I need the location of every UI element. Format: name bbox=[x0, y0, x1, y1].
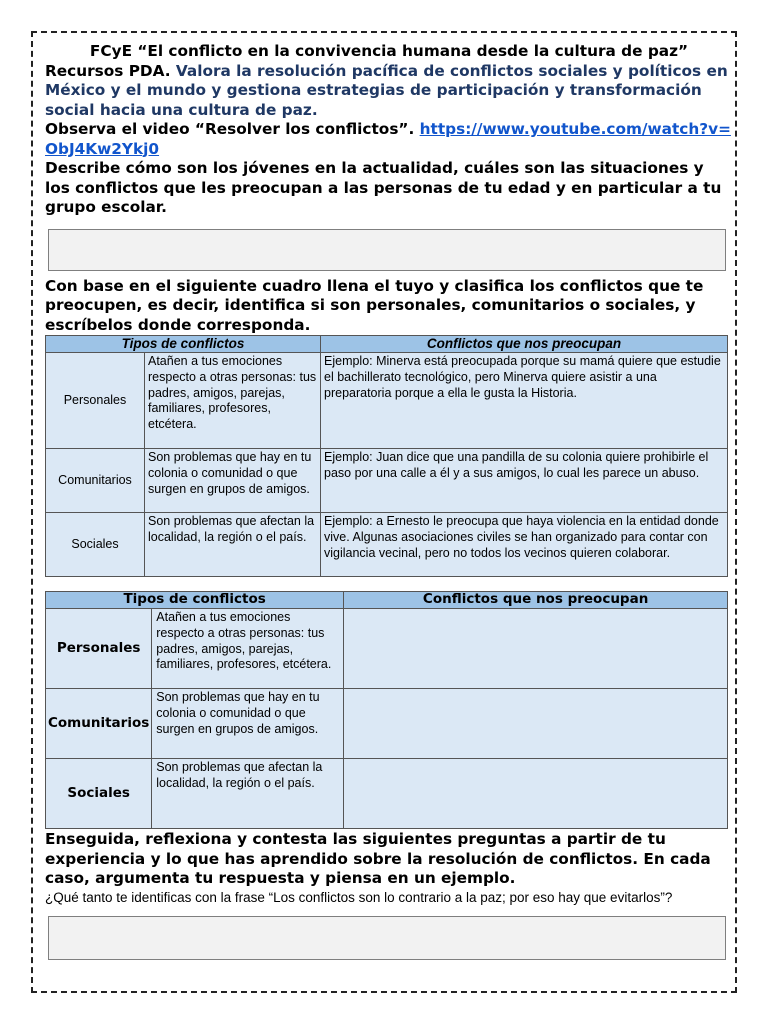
conflict-type: Sociales bbox=[46, 513, 145, 577]
answer-cell[interactable] bbox=[344, 759, 728, 829]
task2-instructions: Con base en el siguiente cuadro llena el tuyo y clasifica los conflictos que te preocupen, es decir, identifica si son personales, comunitarios o sociales, y escríbelos donde corresponda. bbox=[45, 276, 704, 334]
header-tipos: Tipos de conflictos bbox=[46, 592, 344, 609]
page-title: FCyE “El conflicto en la convivencia humana desde la cultura de paz” bbox=[89, 42, 689, 60]
student-table-header bbox=[46, 592, 728, 609]
conflict-example: Ejemplo: Minerva está preocupada porque su mamá quiere que estudie el bachillerato tecnológico, pero Minerva quiere asistir a una preparatoria porque a ella le gusta la Historia. bbox=[321, 353, 728, 449]
conflict-description: Son problemas que afectan la localidad, la región o el país. bbox=[152, 759, 344, 829]
pda-paragraph bbox=[45, 62, 733, 121]
conflict-description: Son problemas que afectan la localidad, la región o el país. bbox=[145, 513, 321, 577]
conflict-description: Son problemas que hay en tu colonia o comunidad o que surgen en grupos de amigos. bbox=[152, 689, 344, 759]
example-table-header bbox=[46, 336, 728, 353]
student-conflicts-table bbox=[45, 591, 728, 829]
header-tipos: Tipos de conflictos bbox=[46, 336, 321, 353]
table-row bbox=[46, 353, 728, 449]
conflict-type: Comunitarios bbox=[46, 449, 145, 513]
pda-prefix: Recursos PDA. bbox=[45, 61, 171, 80]
answer-cell[interactable] bbox=[344, 689, 728, 759]
table-row bbox=[46, 513, 728, 577]
conflict-description: Atañen a tus emociones respecto a otras personas: tus padres, amigos, parejas, familiares, profesores, etcétera. bbox=[152, 609, 344, 689]
task3-instructions: Enseguida, reflexiona y contesta las siguientes preguntas a partir de tu experiencia y lo que has aprendido sobre la resolución de conflictos. En cada caso, argumenta tu respuesta y piensa en un ejemplo. bbox=[45, 830, 711, 887]
conflict-description: Atañen a tus emociones respecto a otras personas: tus padres, amigos, parejas, familiares, profesores, etcétera. bbox=[145, 353, 321, 449]
table-row bbox=[46, 759, 728, 829]
worksheet bbox=[45, 42, 733, 960]
conflict-type: Personales bbox=[46, 609, 152, 689]
conflict-example: Ejemplo: a Ernesto le preocupa que haya violencia en la entidad donde vive. Algunas asociaciones civiles se han organizado para contar con vigilancia vecinal, pero no todos los vecinos quieren colaborar. bbox=[321, 513, 728, 577]
video-prefix: Observa el video “Resolver los conflictos”. bbox=[45, 120, 415, 138]
task1-answer-box[interactable] bbox=[48, 229, 726, 271]
video-paragraph bbox=[45, 120, 733, 159]
task1-instructions: Describe cómo son los jóvenes en la actualidad, cuáles son las situaciones y los conflictos que les preocupan a las personas de tu edad y en particular a tu grupo escolar. bbox=[45, 159, 722, 216]
conflict-type: Comunitarios bbox=[46, 689, 152, 759]
question-1: ¿Qué tanto te identificas con la frase “Los conflictos son lo contrario a la paz; por eso hay que evitarlos”? bbox=[45, 889, 673, 905]
question1-answer-box[interactable] bbox=[48, 916, 726, 960]
header-conflictos: Conflictos que nos preocupan bbox=[344, 592, 728, 609]
example-conflicts-table bbox=[45, 335, 728, 577]
answer-cell[interactable] bbox=[344, 609, 728, 689]
table-row bbox=[46, 609, 728, 689]
video-link[interactable]: https://www.youtube.com/watch?v=ObJ4Kw2Ykj0 bbox=[45, 120, 731, 158]
conflict-description: Son problemas que hay en tu colonia o comunidad o que surgen en grupos de amigos. bbox=[145, 449, 321, 513]
table-row bbox=[46, 689, 728, 759]
conflict-type: Personales bbox=[46, 353, 145, 449]
header-conflictos: Conflictos que nos preocupan bbox=[321, 336, 728, 353]
conflict-type: Sociales bbox=[46, 759, 152, 829]
pda-text: Valora la resolución pacífica de conflictos sociales y políticos en México y el mundo y gestiona estrategias de participación y transformación social hacia una cultura de paz. bbox=[45, 61, 728, 119]
conflict-example: Ejemplo: Juan dice que una pandilla de su colonia quiere prohibirle el paso por una calle a él y a sus amigos, lo cual les parece un abuso. bbox=[321, 449, 728, 513]
table-row bbox=[46, 449, 728, 513]
